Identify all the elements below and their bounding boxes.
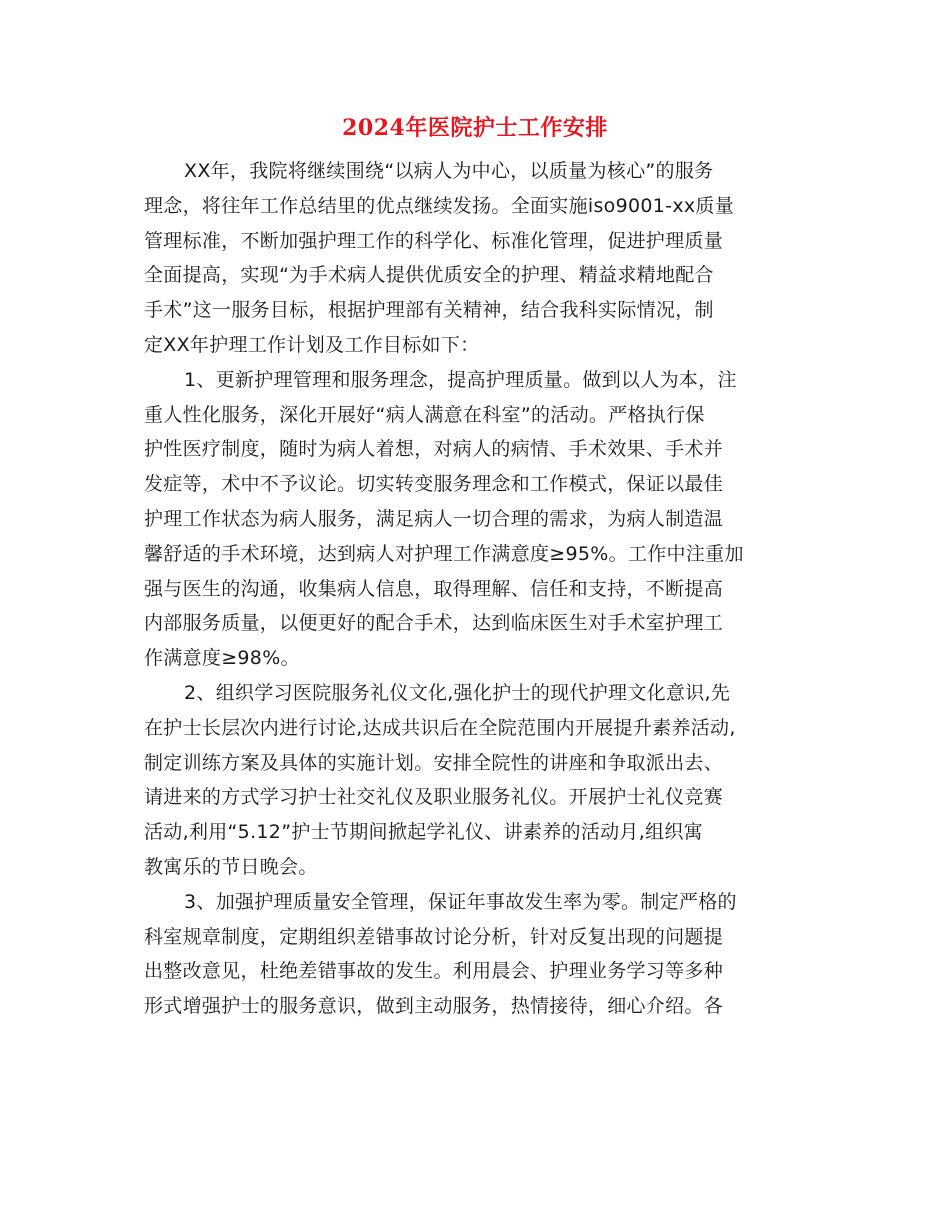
paragraph-intro <box>144 154 808 363</box>
text-line: 1、更新护理管理和服务理念，提高护理质量。做到以人为本，注 <box>184 368 737 391</box>
text-line: 强与医生的沟通，收集病人信息，取得理解、信任和支持，不断提高 <box>144 577 724 600</box>
text-line: 手术”这一服务目标，根据护理部有关精神，结合我科实际情况，制 <box>144 299 714 322</box>
text-line: 护性医疗制度，随时为病人着想，对病人的病情、手术效果、手术并 <box>144 438 724 461</box>
text-line: 出整改意见，杜绝差错事故的发生。利用晨会、护理业务学习等多种 <box>144 960 724 983</box>
text-line: 馨舒适的手术环境，达到病人对护理工作满意度≥95%。工作中注重加 <box>144 542 744 565</box>
document-body <box>144 154 808 1024</box>
text-line: 在护士长层次内进行讨论,达成共识后在全院范围内开展提升素养活动, <box>144 716 736 739</box>
text-line: 定XX年护理工作计划及工作目标如下： <box>144 333 480 356</box>
text-line: 全面提高，实现“为手术病人提供优质安全的护理、精益求精地配合 <box>144 264 714 287</box>
paragraph-item-3 <box>144 885 808 1024</box>
document-title: 2024年医院护士工作安排 <box>342 115 608 141</box>
text-line: 管理标准，不断加强护理工作的科学化、标准化管理，促进护理质量 <box>144 229 724 252</box>
text-line: 发症等，术中不予议论。切实转变服务理念和工作模式，保证以最佳 <box>144 473 724 496</box>
text-line: 内部服务质量，以便更好的配合手术，达到临床医生对手术室护理工 <box>144 612 724 635</box>
text-line: 活动,利用“5.12”护士节期间掀起学礼仪、讲素养的活动月,组织寓 <box>144 821 703 844</box>
text-line: 2、组织学习医院服务礼仪文化,强化护士的现代护理文化意识,先 <box>184 681 731 704</box>
text-line: 形式增强护士的服务意识，做到主动服务，热情接待，细心介绍。各 <box>144 995 724 1018</box>
text-line: 重人性化服务，深化开展好“病人满意在科室”的活动。严格执行保 <box>144 403 705 426</box>
text-line: XX年，我院将继续围绕“以病人为中心，以质量为核心”的服务 <box>184 160 714 182</box>
text-line: 请进来的方式学习护士社交礼仪及职业服务礼仪。开展护士礼仪竞赛 <box>144 786 724 809</box>
paragraph-item-1 <box>144 363 808 676</box>
text-line: 护理工作状态为病人服务，满足病人一切合理的需求，为病人制造温 <box>144 507 724 530</box>
text-line: 3、加强护理质量安全管理，保证年事故发生率为零。制定严格的 <box>184 890 737 913</box>
text-line: 教寓乐的节日晚会。 <box>144 855 318 878</box>
paragraph-item-2 <box>144 676 808 885</box>
text-line: 作满意度≥98%。 <box>144 647 300 670</box>
text-line: 制定训练方案及具体的实施计划。安排全院性的讲座和争取派出去、 <box>144 751 724 774</box>
text-line: 理念，将往年工作总结里的优点继续发扬。全面实施iso9001-xx质量 <box>144 194 735 217</box>
text-line: 科室规章制度，定期组织差错事故讨论分析，针对反复出现的问题提 <box>144 925 724 948</box>
